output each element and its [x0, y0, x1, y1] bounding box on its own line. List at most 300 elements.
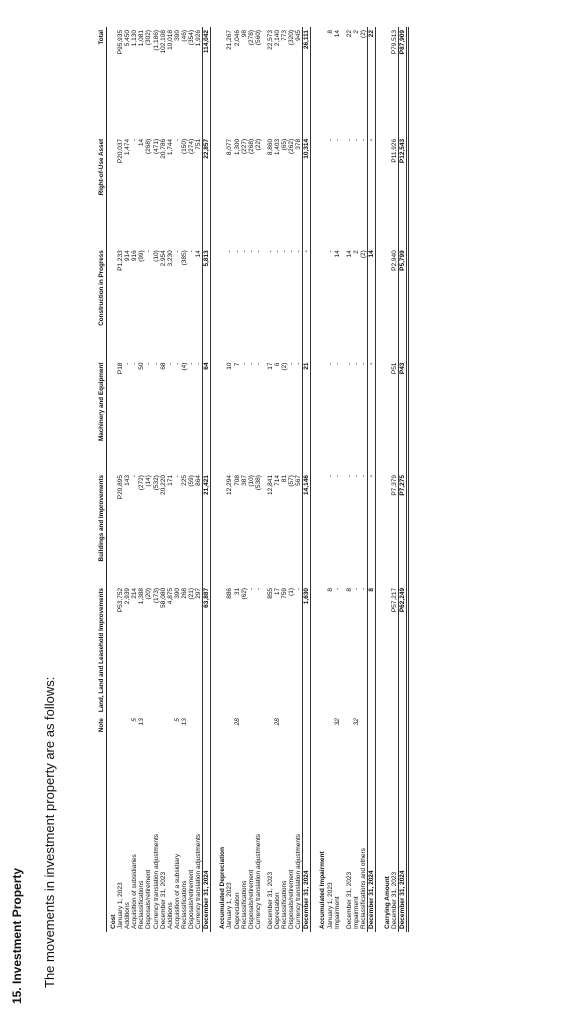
cell-machinery: - [131, 362, 139, 365]
cell-buildings: (57) [288, 475, 296, 487]
cell-rou: (227) [240, 138, 248, 155]
cell-machinery: P43 [399, 360, 408, 472]
cell-land: (21) [188, 587, 196, 600]
cell-buildings: 14,146 [303, 472, 311, 585]
cell-machinery: - [359, 362, 367, 365]
table-row [267, 27, 274, 932]
cell-note [248, 715, 255, 758]
section-heading-row [216, 27, 226, 932]
cell-land: (173) [152, 587, 160, 604]
cell-land: - [295, 587, 303, 591]
cell-construction: - [240, 250, 248, 253]
cell-rou: 20,786 [159, 138, 167, 159]
cell-buildings: (14) [145, 475, 153, 487]
cell-machinery: 17 [266, 362, 274, 370]
table-row [248, 27, 255, 932]
cell-note [226, 715, 233, 758]
table-row [174, 27, 181, 932]
row-label: December 31, 2023 [345, 871, 353, 929]
table-row [160, 27, 167, 932]
cell-land: 17 [273, 587, 281, 596]
cell-total: 114,042 [203, 27, 211, 136]
cell-total: 1,130 [131, 30, 139, 47]
cell-total: 22 [368, 27, 376, 136]
cell-note [145, 715, 152, 758]
cell-land: 855 [266, 587, 274, 599]
total-row [399, 27, 408, 932]
cell-note [167, 715, 174, 758]
row-label: Reclassifications [180, 880, 188, 929]
cell-total: 2,046 [233, 30, 241, 47]
cell-total: P95,935 [117, 30, 125, 55]
table-row [327, 27, 334, 932]
cell-land: - [254, 587, 262, 591]
cell-note [255, 715, 262, 758]
row-label: December 31, 2023 [266, 871, 274, 929]
row-label: Currency translation adjustments [195, 833, 203, 929]
table-row [255, 27, 262, 932]
cell-note: 32 [352, 718, 360, 726]
cell-land: 886 [226, 587, 234, 599]
cell-construction: 2,954 [159, 250, 167, 267]
cell-rou: 1,474 [124, 138, 132, 156]
cell-note [399, 715, 408, 758]
cell-construction: - [173, 250, 181, 253]
cell-construction: (10) [152, 250, 160, 262]
table-row [334, 27, 341, 932]
table-row [360, 27, 368, 932]
cell-buildings: P7,379 [391, 475, 399, 496]
cell-land: P53,752 [117, 587, 125, 613]
cell-note [188, 715, 195, 758]
table-row [153, 27, 160, 932]
table-row [181, 27, 188, 932]
row-label: Additions [166, 902, 174, 929]
cell-buildings: 20,220 [159, 475, 167, 495]
cell-construction: 14 [195, 250, 203, 258]
cell-note: 5 [173, 718, 181, 722]
section-heading: Accumulated Depreciation [219, 847, 227, 929]
cell-buildings: - [345, 475, 353, 478]
cell-buildings: P20,895 [117, 475, 125, 500]
cell-machinery: - [345, 362, 353, 365]
cell-land: 297 [195, 587, 203, 599]
cell-note [346, 715, 353, 758]
cell-construction: 3,230 [166, 250, 174, 267]
cell-machinery: - [188, 362, 196, 365]
cell-construction: 14 [368, 247, 376, 359]
cell-machinery: - [288, 362, 296, 365]
cell-rou: 751 [195, 138, 203, 150]
cell-buildings: 143 [124, 475, 132, 486]
total-row [203, 27, 211, 932]
cell-total: 26,111 [303, 27, 311, 136]
cell-construction: - [233, 250, 241, 253]
row-label: Disposals/retirement [247, 869, 255, 929]
cell-machinery: (4) [180, 362, 188, 371]
row-label: Reclassifications [138, 880, 146, 929]
row-label: Disposals/retirement [188, 869, 196, 929]
cell-construction: - [247, 250, 255, 253]
cell-buildings: 171 [166, 475, 174, 486]
cell-rou: 14 [138, 138, 146, 147]
row-label: Acquisition of subsidiaries [131, 854, 139, 929]
cell-total: 102,108 [159, 30, 167, 54]
cell-note [153, 715, 160, 758]
table-row [391, 27, 399, 932]
cell-land: (20) [145, 587, 153, 600]
cell-land: - [359, 587, 367, 591]
cell-land: 8 [345, 587, 353, 592]
row-label: Currency translation adjustments [295, 833, 303, 929]
cell-rou: (65) [281, 138, 289, 151]
cell-buildings: (538) [254, 475, 262, 491]
table-row [124, 27, 131, 932]
cell-note [368, 715, 376, 758]
cell-machinery: - [247, 362, 255, 365]
cell-rou: 378 [295, 138, 303, 150]
cell-machinery: P18 [117, 362, 125, 375]
cell-buildings: (532) [152, 475, 160, 491]
cell-rou: 8,860 [266, 138, 274, 156]
total-row [368, 27, 376, 932]
cell-total: (1,186) [152, 30, 160, 51]
section-heading: Cost [110, 914, 117, 929]
cell-total: 10,018 [166, 30, 174, 50]
cell-land: 390 [173, 587, 181, 599]
cell-buildings: 225 [180, 475, 188, 486]
cell-land: 1,388 [138, 587, 146, 605]
total-row [303, 27, 311, 932]
table-row [295, 27, 303, 932]
cell-machinery: 21 [303, 360, 311, 472]
cell-construction: 14 [333, 250, 341, 258]
cell-construction: - [145, 250, 153, 253]
cell-total: 390 [173, 30, 181, 41]
table-row [281, 27, 288, 932]
cell-construction: 5,813 [203, 247, 211, 359]
row-label: Reclassifications [240, 880, 248, 929]
header-machinery: Machinery and Equipment [98, 360, 107, 472]
cell-land: (62) [240, 587, 248, 600]
cell-rou: 8,077 [226, 138, 234, 156]
table-row [131, 27, 138, 932]
cell-total: (46) [180, 30, 188, 42]
cell-land: 1,630 [303, 585, 311, 715]
cell-construction: (99) [138, 250, 146, 262]
cell-note [117, 715, 124, 758]
cell-buildings: 21,421 [203, 472, 211, 585]
cell-machinery: - [166, 362, 174, 365]
cell-total: 1,926 [195, 30, 203, 47]
cell-construction: 14 [345, 250, 353, 258]
cell-rou: - [173, 138, 181, 142]
cell-construction: - [266, 250, 274, 253]
cell-rou: - [333, 138, 341, 142]
cell-construction: - [326, 250, 334, 253]
cell-rou: (274) [188, 138, 196, 155]
cell-land: 31 [233, 587, 241, 596]
cell-buildings: - [131, 475, 139, 478]
cell-land: 8 [368, 585, 376, 715]
header-label [98, 758, 107, 932]
table-row [138, 27, 145, 932]
cell-note [391, 715, 399, 758]
cell-rou: - [352, 138, 360, 142]
cell-construction: 916 [131, 250, 139, 262]
cell-construction: - [303, 247, 311, 359]
row-label: January 1, 2023 [117, 882, 125, 929]
cell-construction: - [273, 250, 281, 253]
cell-rou: P20,037 [117, 138, 125, 164]
cell-machinery: - [368, 360, 376, 472]
cell-land: 268 [180, 587, 188, 599]
cell-note [281, 715, 288, 758]
cell-land: 4,875 [166, 587, 174, 605]
cell-total: 14 [333, 30, 341, 38]
cell-rou: (150) [180, 138, 188, 155]
cell-note: 28 [273, 718, 281, 726]
cell-machinery: 7 [233, 362, 241, 367]
cell-note [360, 715, 368, 758]
row-label: Currency translation adjustments [152, 833, 160, 929]
cell-machinery: - [326, 362, 334, 365]
row-label: Disposals/retirement [145, 869, 153, 929]
section-heading-row [107, 27, 118, 932]
cell-buildings: - [368, 472, 376, 585]
row-label: Depreciation [233, 892, 241, 929]
intro-text: The movements in investment property are as follows: [42, 676, 57, 988]
cell-note [203, 715, 211, 758]
cell-buildings: 714 [273, 475, 281, 486]
cell-buildings: - [333, 475, 341, 478]
table-header-row [98, 27, 107, 932]
row-label: December 31, 2024 [203, 758, 211, 932]
cell-note [288, 715, 295, 758]
cell-land: - [352, 587, 360, 591]
table-row [346, 27, 353, 932]
cell-total: (278) [247, 30, 255, 46]
row-label: January 1, 2023 [326, 882, 334, 929]
cell-total: P87,909 [399, 27, 408, 136]
cell-land: P57,217 [391, 587, 399, 613]
cell-buildings: (272) [138, 475, 146, 491]
cell-note [327, 715, 334, 758]
cell-total: 22 [345, 30, 353, 38]
cell-construction: (2) [359, 250, 367, 259]
cell-note: 32 [333, 718, 341, 726]
table-row [241, 27, 248, 932]
cell-total: (320) [288, 30, 296, 46]
table-row [226, 27, 233, 932]
row-label: December 31, 2023 [159, 871, 167, 929]
table-body [107, 27, 408, 932]
cell-construction: - [295, 250, 303, 253]
cell-rou: - [345, 138, 353, 142]
section-heading: Accumulated Impairment [319, 851, 327, 929]
cell-construction: P5,799 [399, 247, 408, 359]
cell-rou: 1,744 [166, 138, 174, 156]
cell-note [124, 715, 131, 758]
cell-buildings: (59) [188, 475, 196, 487]
cell-rou: 1,403 [273, 138, 281, 156]
cell-rou: (262) [288, 138, 296, 155]
cell-total: 2,140 [273, 30, 281, 47]
cell-machinery: 68 [159, 362, 167, 370]
cell-total: 5,450 [124, 30, 132, 47]
row-label: Reclassifications and others [359, 848, 367, 929]
cell-land: 63,887 [203, 585, 211, 715]
cell-note [160, 715, 167, 758]
cell-rou: - [359, 138, 367, 142]
cell-construction: P1,233 [117, 250, 125, 271]
table-row [234, 27, 241, 932]
cell-machinery: - [124, 362, 132, 365]
header-buildings: Buildings and Improvements [98, 472, 107, 585]
cell-machinery: - [152, 362, 160, 365]
cell-rou: (22) [254, 138, 262, 151]
cell-rou: - [131, 138, 139, 142]
cell-total: P79,513 [391, 30, 399, 55]
cell-total: (302) [145, 30, 153, 46]
cell-total: (354) [188, 30, 196, 46]
row-label: January 1, 2023 [226, 882, 234, 929]
cell-buildings: - [173, 475, 181, 478]
cell-land: 58,080 [159, 587, 167, 608]
cell-machinery: - [195, 362, 203, 365]
row-label: Acquisition of a subsidiary [173, 853, 181, 929]
table-row [145, 27, 152, 932]
cell-machinery: - [352, 362, 360, 365]
cell-rou: 22,857 [203, 136, 211, 247]
cell-machinery: - [145, 362, 153, 365]
cell-construction: - [254, 250, 262, 253]
cell-machinery: - [240, 362, 248, 365]
table-row [274, 27, 281, 932]
cell-total: (560) [254, 30, 262, 46]
cell-land: (1) [288, 587, 296, 596]
header-construction: Construction in Progress [98, 247, 107, 359]
cell-machinery: - [333, 362, 341, 365]
cell-buildings: - [326, 475, 334, 478]
cell-construction: - [188, 250, 196, 253]
row-label: Reclassifications [281, 880, 289, 929]
cell-machinery: 6 [273, 362, 281, 367]
row-label: Additions [124, 902, 132, 929]
cell-rou: 1,300 [233, 138, 241, 156]
cell-buildings: 708 [233, 475, 241, 486]
cell-machinery: - [295, 362, 303, 365]
cell-machinery: - [254, 362, 262, 365]
cell-machinery: 50 [138, 362, 146, 370]
cell-land: - [333, 587, 341, 591]
cell-note: 13 [138, 718, 146, 726]
cell-land: - [247, 587, 255, 591]
section-title: 15. Investment Property [10, 867, 24, 1004]
cell-machinery: 10 [226, 362, 234, 370]
section-heading-row [381, 27, 391, 932]
cell-buildings: 12,294 [226, 475, 234, 495]
cell-rou: 10,314 [303, 136, 311, 247]
cell-note: 13 [180, 718, 188, 726]
cell-buildings: (10) [247, 475, 255, 487]
table-row [353, 27, 360, 932]
section-heading-row [316, 27, 326, 932]
cell-rou: P12,543 [399, 136, 408, 247]
cell-total: 98 [240, 30, 248, 38]
row-label: December 31, 2024 [368, 758, 376, 932]
investment-property-table [98, 27, 409, 932]
cell-buildings: 864 [195, 475, 203, 486]
header-land: Land, Land and Leasehold Improvements [98, 585, 107, 715]
cell-buildings: 567 [295, 475, 303, 486]
cell-buildings: - [359, 475, 367, 478]
cell-land: 2,939 [124, 587, 132, 605]
cell-total: 21,267 [226, 30, 234, 50]
cell-buildings: 387 [240, 475, 248, 486]
cell-construction: 914 [124, 250, 132, 262]
cell-construction: - [281, 250, 289, 253]
cell-note [195, 715, 203, 758]
cell-rou: - [326, 138, 334, 142]
header-rou: Right-of-Use Asset [98, 136, 107, 247]
cell-machinery: - [173, 362, 181, 365]
cell-note [267, 715, 274, 758]
cell-total: 8 [326, 30, 334, 34]
cell-construction: P2,940 [391, 250, 399, 271]
cell-rou: P11,926 [391, 138, 399, 163]
cell-construction: - [288, 250, 296, 253]
cell-buildings: - [352, 475, 360, 478]
cell-buildings: 81 [281, 475, 289, 483]
cell-buildings: P7,275 [399, 472, 408, 585]
table-row [117, 27, 124, 932]
cell-note [295, 715, 303, 758]
section-heading: Carrying Amount [384, 876, 392, 929]
cell-note [303, 715, 311, 758]
row-label: Depreciation [273, 892, 281, 929]
cell-land: P62,249 [399, 585, 408, 715]
cell-rou: (268) [247, 138, 255, 155]
cell-note: 28 [233, 718, 241, 726]
row-label: Currency translation adjustments [254, 833, 262, 929]
cell-rou: (268) [145, 138, 153, 155]
table-row [195, 27, 203, 932]
cell-land: 759 [281, 587, 289, 599]
cell-machinery: (2) [281, 362, 289, 371]
table-row [288, 27, 295, 932]
cell-buildings: 12,841 [266, 475, 274, 495]
cell-rou: (471) [152, 138, 160, 155]
cell-construction: 2 [352, 250, 360, 254]
cell-note [241, 715, 248, 758]
cell-total: 773 [281, 30, 289, 41]
cell-total: 1,081 [138, 30, 146, 47]
cell-total: 22,573 [266, 30, 274, 50]
header-note: Note [98, 715, 107, 758]
row-label: Impairment [352, 896, 360, 929]
cell-total: 945 [295, 30, 303, 41]
cell-total: (2) [359, 30, 367, 38]
row-label: Impairment [333, 896, 341, 929]
cell-construction: (385) [180, 250, 188, 266]
row-label: Disposals/retirement [288, 869, 296, 929]
row-label: December 31, 2024 [399, 758, 408, 932]
cell-note: 5 [131, 718, 139, 722]
cell-total: 2 [352, 30, 360, 34]
table-row [167, 27, 174, 932]
cell-land: 8 [326, 587, 334, 592]
